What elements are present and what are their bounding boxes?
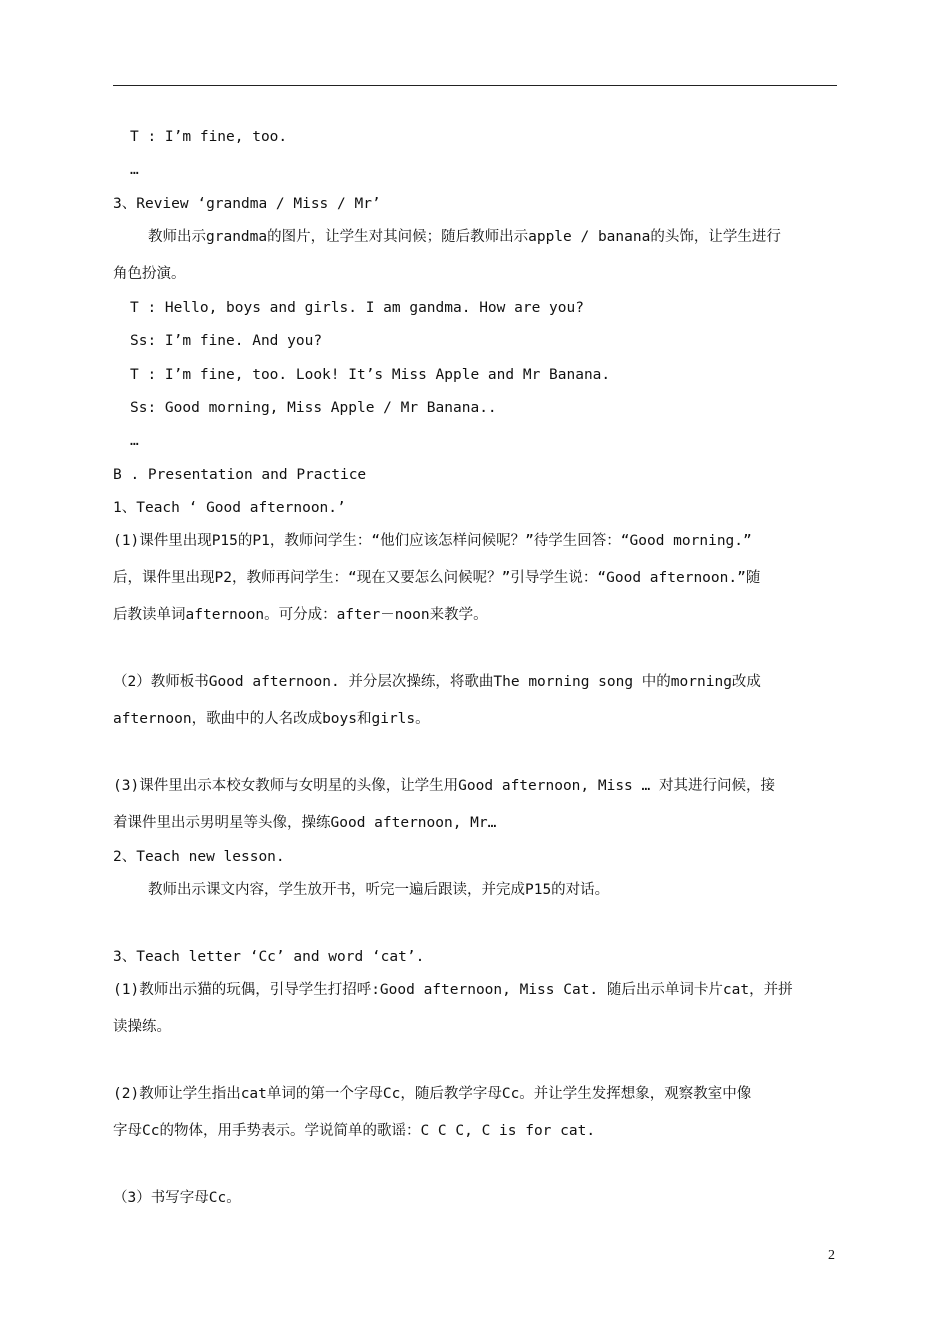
dialogue-line: T : Hello, boys and girls. I am gandma. How are you? [130,300,584,316]
section-heading: 3、Teach letter ‘Cc’ and word ‘cat’. [113,949,425,965]
text-line: 教师出示grandma的图片，让学生对其问候；随后教师出示apple / banana的头饰，让学生进行 [148,229,781,245]
text-line: 着课件里出示男明星等头像，操练Good afternoon, Mr… [113,815,497,831]
text-line: (1)课件里出现P15的P1，教师问学生：“他们应该怎样问候呢？”待学生回答：“Good morning.” [113,533,752,549]
dialogue-line: T : I’m fine, too. Look! It’s Miss Apple and Mr Banana. [130,367,611,383]
text-line: 字母Cc的物体，用手势表示。学说简单的歌谣：C C C, C is for cat. [113,1123,596,1139]
text-line: （2）教师板书Good afternoon. 并分层次操练，将歌曲The morning song 中的morning改成 [113,674,761,690]
text-line: … [130,433,139,449]
section-heading: 1、Teach ‘ Good afternoon.’ [113,500,346,516]
text-line: 角色扮演。 [113,266,186,282]
dialogue-line: Ss: Good morning, Miss Apple / Mr Banana.. [130,400,497,416]
text-line: T : I’m fine, too. [130,129,288,145]
text-line: 读操练。 [113,1019,171,1035]
section-heading: B . Presentation and Practice [113,467,367,483]
text-line: (3)课件里出示本校女教师与女明星的头像，让学生用Good afternoon, Miss … 对其进行问候，接 [113,778,775,794]
text-line: 教师出示课文内容，学生放开书，听完一遍后跟读，并完成P15的对话。 [148,882,610,898]
section-heading: 3、Review ‘grandma / Miss / Mr’ [113,196,381,212]
text-line: (1)教师出示猫的玩偶，引导学生打招呼:Good afternoon, Miss Cat. 随后出示单词卡片cat，并拼 [113,982,793,998]
text-line: 后教读单词afternoon。可分成：after－noon来教学。 [113,607,488,623]
text-line: … [130,162,139,178]
header-rule [113,85,837,86]
text-line: (2)教师让学生指出cat单词的第一个字母Cc，随后教学字母Cc。并让学生发挥想象，观察教室中像 [113,1086,752,1102]
section-heading: 2、Teach new lesson. [113,849,285,865]
dialogue-line: Ss: I’m fine. And you? [130,333,323,349]
text-line: （3）书写字母Cc。 [113,1190,241,1206]
text-line: 后，课件里出现P2，教师再问学生：“现在又要怎么问候呢？”引导学生说：“Good afternoon.”随 [113,570,761,586]
page-number: 2 [828,1248,835,1263]
text-line: afternoon，歌曲中的人名改成boys和girls。 [113,711,430,727]
